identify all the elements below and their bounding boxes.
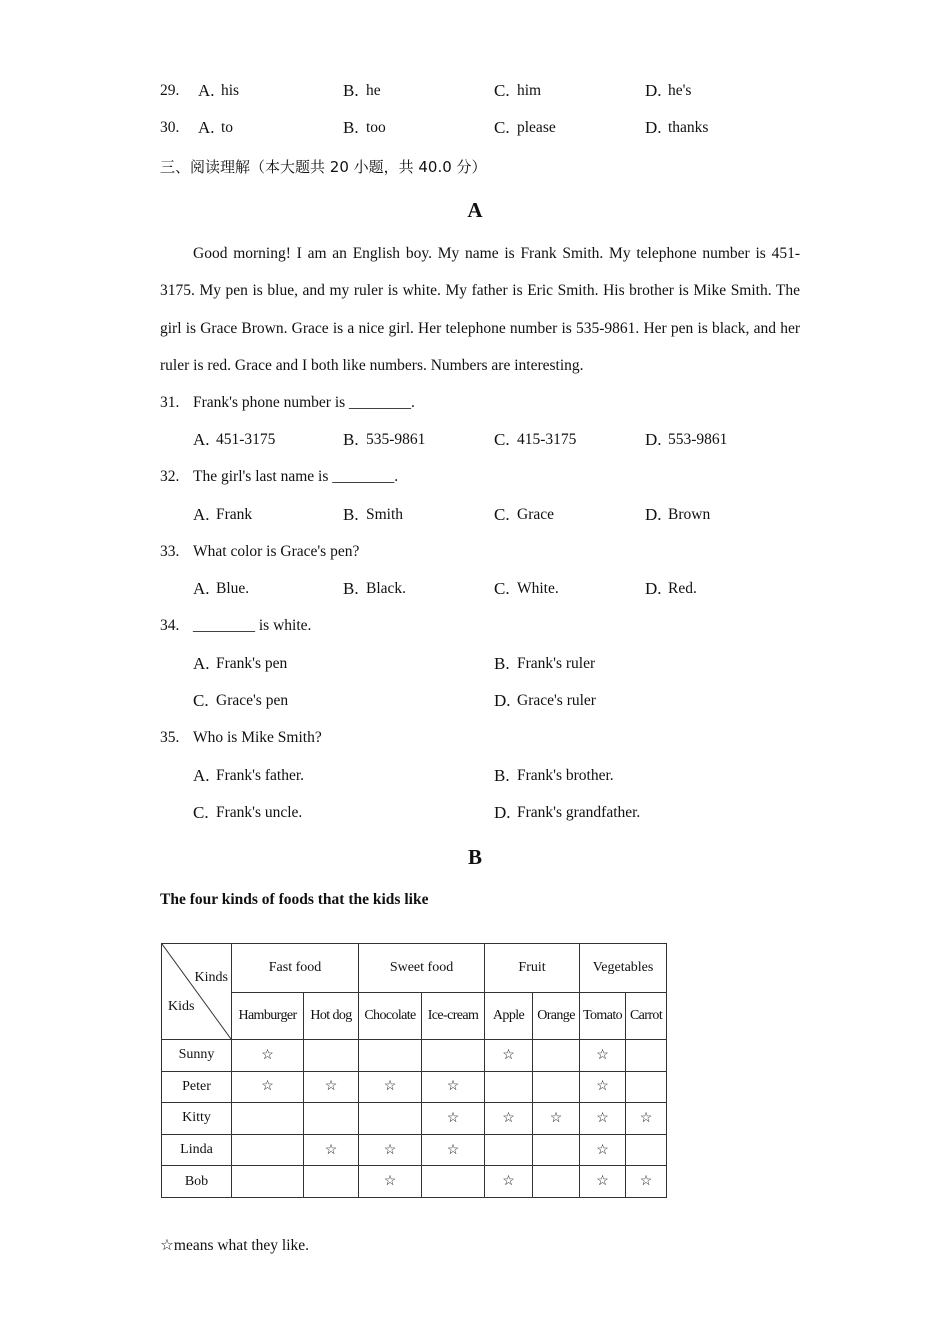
option-c-letter: C. — [193, 803, 209, 822]
option-d-letter: D. — [645, 505, 662, 524]
group-fast-food: Fast food — [232, 944, 359, 993]
option-b-text: Frank's brother. — [517, 767, 614, 784]
option-a-text: Frank's pen — [216, 655, 288, 672]
passage-a-title: A — [467, 198, 483, 222]
question-stem: ________ is white. — [193, 617, 312, 634]
question-number: 30. — [160, 119, 180, 136]
option-a-letter: A. — [198, 118, 215, 137]
option-b-letter: B. — [343, 505, 359, 524]
empty-cell — [304, 1166, 359, 1198]
option-d-text: Frank's grandfather. — [517, 804, 641, 821]
option-c-letter: C. — [494, 81, 510, 100]
kid-name: Sunny — [162, 1040, 232, 1072]
kid-name: Peter — [162, 1071, 232, 1103]
table-row — [162, 1103, 667, 1135]
empty-cell — [533, 1071, 580, 1103]
option-d-text: thanks — [668, 119, 709, 136]
option-a-text: to — [221, 119, 234, 136]
option-c-text: please — [517, 119, 556, 136]
option-c-text: Grace's pen — [216, 692, 289, 709]
empty-cell — [626, 1071, 667, 1103]
star-icon: ☆ — [232, 1040, 304, 1072]
group-sweet-food: Sweet food — [359, 944, 485, 993]
option-b-text: he — [366, 82, 381, 99]
question-stem: Who is Mike Smith? — [193, 729, 322, 746]
empty-cell — [533, 1040, 580, 1072]
table-row — [162, 1134, 667, 1166]
option-a-text: Blue. — [216, 580, 250, 597]
table-row — [162, 1071, 667, 1103]
passage-a-text: Good morning! I am an English boy. My name is Frank Smith. My telephone number is 451-3175. My pen is blue, and my ruler is white. My father is Eric Smith. His brother is Mike Smith. The girl is Grace Brown. Grace is a nice girl. Her telephone number is 535-9861. Her pen is black, and her ruler is red. Grace and I both like numbers. Numbers are interesting. — [160, 245, 800, 374]
option-c-letter: C. — [494, 430, 510, 449]
question-number: 33. — [160, 543, 180, 560]
option-c-text: White. — [517, 580, 559, 597]
star-icon: ☆ — [422, 1103, 485, 1135]
star-icon: ☆ — [359, 1071, 422, 1103]
food-ice-cream: Ice-cream — [422, 993, 485, 1040]
option-a-letter: A. — [193, 579, 210, 598]
option-d-letter: D. — [645, 579, 662, 598]
question-stem: What color is Grace's pen? — [193, 543, 360, 560]
star-icon: ☆ — [304, 1071, 359, 1103]
passage-b-title: B — [467, 845, 482, 869]
option-d-text: Grace's ruler — [517, 692, 596, 709]
option-c-text: Grace — [517, 506, 554, 523]
option-a-text: 451-3175 — [216, 431, 276, 448]
option-b-text: 535-9861 — [366, 431, 426, 448]
option-d-letter: D. — [494, 691, 511, 710]
option-a-text: Frank — [216, 506, 253, 523]
option-d-text: 553-9861 — [668, 431, 728, 448]
table-row — [162, 1166, 667, 1198]
option-b-letter: B. — [494, 766, 510, 785]
star-icon: ☆ — [422, 1134, 485, 1166]
food-preference-table — [161, 943, 667, 1198]
star-icon: ☆ — [580, 1040, 626, 1072]
star-icon: ☆ — [359, 1166, 422, 1198]
kid-name: Linda — [162, 1134, 232, 1166]
empty-cell — [485, 1134, 533, 1166]
question-stem: The girl's last name is ________. — [193, 468, 399, 485]
empty-cell — [304, 1040, 359, 1072]
star-icon: ☆ — [359, 1134, 422, 1166]
diagonal-header-cell — [162, 944, 232, 1040]
food-header-row — [162, 993, 667, 1040]
question-number: 29. — [160, 82, 180, 99]
empty-cell — [232, 1134, 304, 1166]
question-number: 31. — [160, 394, 180, 411]
option-c-letter: C. — [494, 118, 510, 137]
option-d-letter: D. — [494, 803, 511, 822]
option-b-text: Smith — [366, 506, 404, 523]
group-fruit: Fruit — [485, 944, 580, 993]
option-b-letter: B. — [343, 81, 359, 100]
section-heading: 三、阅读理解（本大题共 20 小题，共 40.0 分） — [160, 158, 487, 176]
empty-cell — [533, 1134, 580, 1166]
star-icon: ☆ — [304, 1134, 359, 1166]
diagonal-line — [162, 944, 231, 1039]
empty-cell — [485, 1071, 533, 1103]
option-b-text: Black. — [366, 580, 407, 597]
group-vegetables: Vegetables — [580, 944, 667, 993]
option-d-letter: D. — [645, 81, 662, 100]
option-b-letter: B. — [343, 579, 359, 598]
table-title: The four kinds of foods that the kids like — [160, 891, 429, 908]
star-icon: ☆ — [485, 1040, 533, 1072]
header-kids: Kids — [168, 999, 195, 1014]
option-a-text: his — [221, 82, 240, 99]
food-chocolate: Chocolate — [359, 993, 422, 1040]
food-carrot: Carrot — [626, 993, 667, 1040]
option-a-letter: A. — [193, 766, 210, 785]
star-icon: ☆ — [580, 1071, 626, 1103]
empty-cell — [422, 1166, 485, 1198]
question-number: 34. — [160, 617, 180, 634]
option-a-text: Frank's father. — [216, 767, 305, 784]
option-c-text: Frank's uncle. — [216, 804, 303, 821]
option-a-letter: A. — [193, 430, 210, 449]
star-icon: ☆ — [485, 1166, 533, 1198]
option-d-text: Red. — [668, 580, 697, 597]
question-stem: Frank's phone number is ________. — [193, 394, 415, 411]
food-apple: Apple — [485, 993, 533, 1040]
option-b-letter: B. — [494, 654, 510, 673]
star-icon: ☆ — [533, 1103, 580, 1135]
question-number: 32. — [160, 468, 180, 485]
empty-cell — [359, 1103, 422, 1135]
star-icon: ☆ — [232, 1071, 304, 1103]
food-orange: Orange — [533, 993, 580, 1040]
option-c-text: him — [517, 82, 542, 99]
star-icon: ☆ — [580, 1166, 626, 1198]
empty-cell — [359, 1040, 422, 1072]
header-kinds: Kinds — [194, 970, 228, 985]
option-d-text: Brown — [668, 506, 711, 523]
star-legend-note: ☆means what they like. — [160, 1237, 310, 1254]
option-a-letter: A. — [198, 81, 215, 100]
empty-cell — [232, 1166, 304, 1198]
option-b-letter: B. — [343, 118, 359, 137]
empty-cell — [232, 1103, 304, 1135]
empty-cell — [304, 1103, 359, 1135]
option-d-text: he's — [668, 82, 692, 99]
option-b-text: too — [366, 119, 386, 136]
star-icon: ☆ — [580, 1134, 626, 1166]
empty-cell — [533, 1166, 580, 1198]
question-number: 35. — [160, 729, 180, 746]
food-tomato: Tomato — [580, 993, 626, 1040]
table-row — [162, 1040, 667, 1072]
empty-cell — [626, 1040, 667, 1072]
star-icon: ☆ — [626, 1166, 667, 1198]
option-c-letter: C. — [494, 579, 510, 598]
empty-cell — [626, 1134, 667, 1166]
food-hot-dog: Hot dog — [304, 993, 359, 1040]
option-c-text: 415-3175 — [517, 431, 577, 448]
kid-name: Kitty — [162, 1103, 232, 1135]
food-hamburger: Hamburger — [232, 993, 304, 1040]
option-a-letter: A. — [193, 654, 210, 673]
empty-cell — [422, 1040, 485, 1072]
star-icon: ☆ — [485, 1103, 533, 1135]
option-b-text: Frank's ruler — [517, 655, 596, 672]
option-b-letter: B. — [343, 430, 359, 449]
kid-name: Bob — [162, 1166, 232, 1198]
star-icon: ☆ — [422, 1071, 485, 1103]
option-d-letter: D. — [645, 430, 662, 449]
option-d-letter: D. — [645, 118, 662, 137]
kid-rows — [162, 1040, 667, 1198]
star-icon: ☆ — [626, 1103, 667, 1135]
option-a-letter: A. — [193, 505, 210, 524]
star-icon: ☆ — [580, 1103, 626, 1135]
option-c-letter: C. — [494, 505, 510, 524]
option-c-letter: C. — [193, 691, 209, 710]
